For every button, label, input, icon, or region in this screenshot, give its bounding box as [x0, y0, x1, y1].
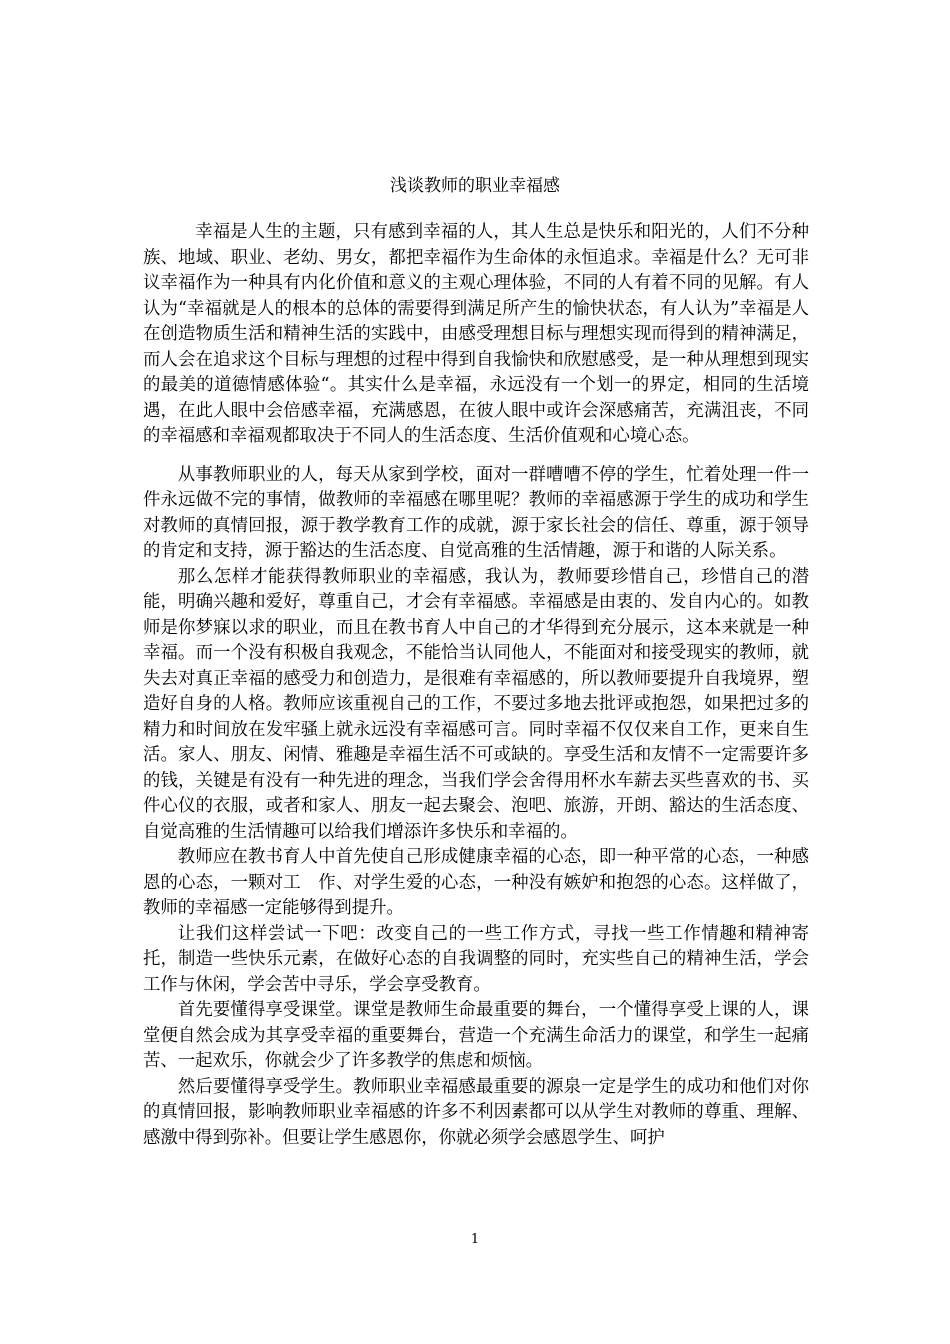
paragraph-6: 首先要懂得享受课堂。课堂是教师生命最重要的舞台，一个懂得享受上课的人，课堂便自然会成为其享受幸福的重要舞台，营造一个充满生命活力的课堂，和学生一起痛苦、一起欢乐，你就会少了许多教学的焦虑和烦恼。: [143, 1000, 809, 1071]
paragraph-7: 然后要懂得享受学生。教师职业幸福感最重要的源泉一定是学生的成功和他们对你的真情回报，影响教师职业幸福感的许多不利因素都可以从学生对教师的尊重、理解、感激中得到弥补。但要让学生感恩你，你就必须学会感恩学生、呵护: [143, 1076, 809, 1148]
document-title: 浅谈教师的职业幸福感: [390, 176, 560, 196]
document-body: [143, 220, 809, 1151]
paragraph-3: 那么怎样才能获得教师职业的幸福感，我认为，教师要珍惜自己，珍惜自己的潜能，明确兴趣和爱好，尊重自己，才会有幸福感。幸福感是由衷的、发自内心的。如教师是你梦寐以求的职业，而且在教书育人中自己的才华得到充分展示，这本来就是一种幸福。而一个没有积极自我观念，不能恰当认同他人，不能面对和接受现实的教师，就失去对真正幸福的感受力和创造力，是很难有幸福感的，所以教师要提升自我境界，塑造好自身的人格。教师应该重视自己的工作，不要过多地去批评或抱怨，如果把过多的精力和时间放在发牢骚上就永远没有幸福感可言。同时幸福不仅仅来自工作，更来自生活。家人、朋友、闲情、雅趣是幸福生活不可或缺的。享受生活和友情不一定需要许多的钱，关键是有没有一种先进的理念，当我们学会舍得用杯水车薪去买些喜欢的书、买件心仪的衣服，或者和家人、朋友一起去聚会、泡吧、旅游，开朗、豁达的生活态度、自觉高雅的生活情趣可以给我们增添许多快乐和幸福的。: [143, 566, 809, 842]
paragraph-1: 幸福是人生的主题，只有感到幸福的人，其人生总是快乐和阳光的，人们不分种族、地域、职业、老幼、男女，都把幸福作为生命体的永恒追求。幸福是什么？无可非议幸福作为一种具有内化价值和意义的主观心理体验，不同的人有着不同的见解。有人认为“幸福就是人的根本的总体的需要得到满足所产生的愉快状态，有人认为”幸福是人在创造物质生活和精神生活的实践中，由感受理想目标与理想实现而得到的精神满足，而人会在追求这个目标与理想的过程中得到自我愉快和欣慰感受，是一种从理想到现实的最美的道德情感体验“。其实什么是幸福，永远没有一个划一的界定，相同的生活境遇，在此人眼中会倍感幸福，充满感恩，在彼人眼中或许会深感痛苦，充满沮丧，不同的幸福感和幸福观都取决于不同人的生活态度、生活价值观和心境心态。: [143, 222, 809, 446]
paragraph-5: 让我们这样尝试一下吧：改变自己的一些工作方式，寻找一些工作情趣和精神寄托，制造一些快乐元素，在做好心态的自我调整的同时，充实些自己的精神生活，学会工作与休闲，学会苦中寻乐，学会享受教育。: [143, 923, 809, 995]
paragraph-2: 从事教师职业的人，每天从家到学校，面对一群嘈嘈不停的学生，忙着处理一件一件永远做不完的事情，做教师的幸福感在哪里呢？教师的幸福感源于学生的成功和学生对教师的真情回报，源于教学教育工作的成就，源于家长社会的信任、尊重，源于领导的肯定和支持，源于豁达的生活态度、自觉高雅的生活情趣，源于和谐的人际关系。: [143, 464, 809, 561]
page-number: 1: [470, 1232, 480, 1247]
paragraph-4: 教师应在教书育人中首先使自己形成健康幸福的心态，即一种平常的心态，一种感恩的心态，一颗对工 作、对学生爱的心态，一种没有嫉妒和抱怨的心态。这样做了，教师的幸福感一定能够得到提升。: [143, 847, 809, 918]
